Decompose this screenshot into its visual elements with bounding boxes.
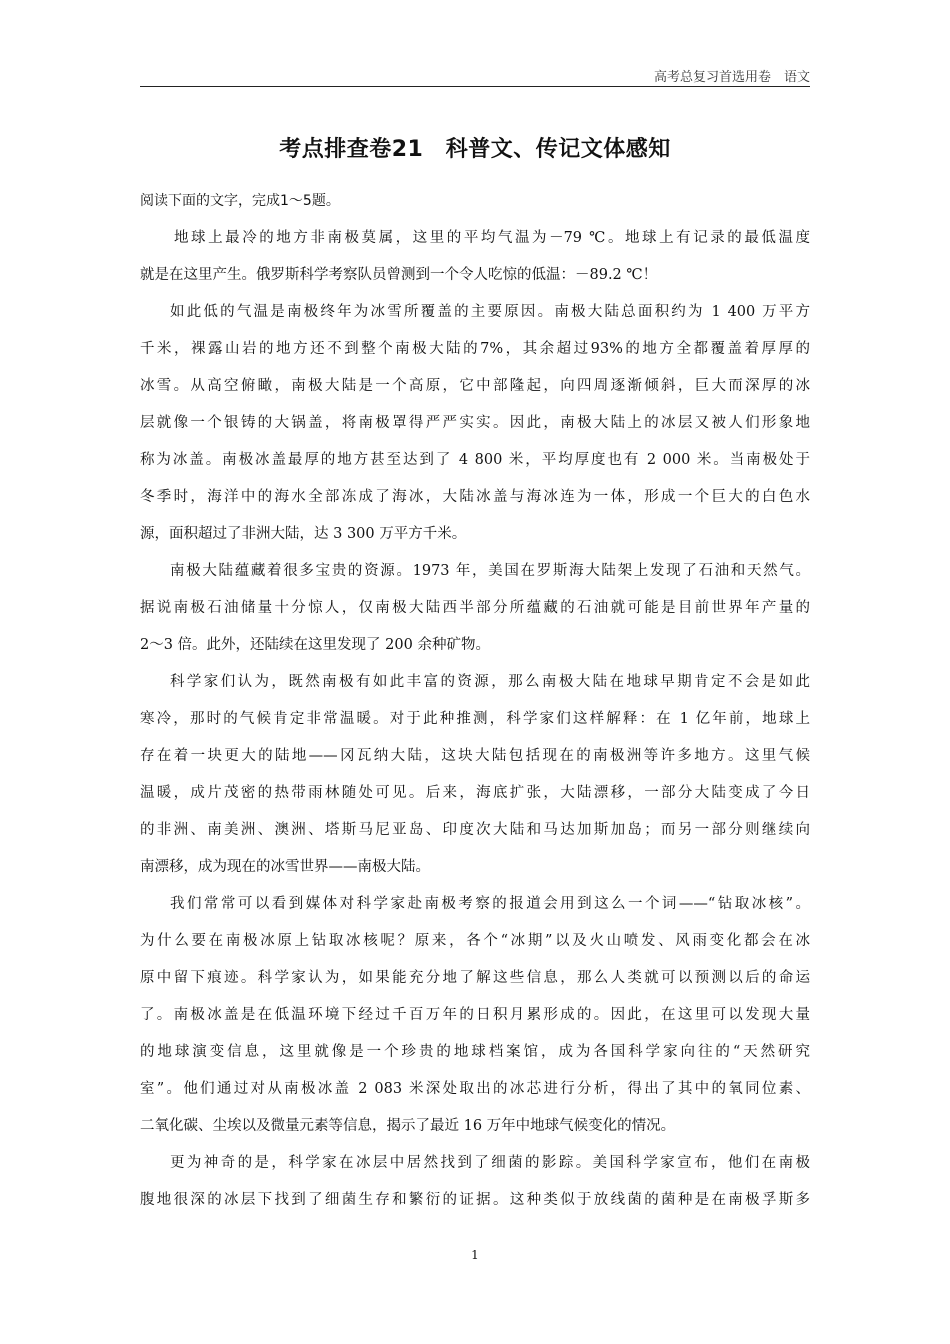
passage-line: 腹地很深的冰层下找到了细菌生存和繁衍的证据。这种类似于放线菌的菌种是在南极孚斯多 (140, 1192, 810, 1208)
passage-line: 源，面积超过了非洲大陆，达 3 300 万平方千米。 (140, 526, 467, 542)
running-header: 高考总复习首选用卷 语文 (653, 70, 810, 85)
passage (140, 223, 810, 1222)
page-title: 考点排查卷21 科普文、传记文体感知 (279, 137, 671, 162)
passage-line: 二氧化碳、尘埃以及微量元素等信息，揭示了最近 16 万年中地球气候变化的情况。 (140, 1118, 676, 1134)
passage-line: 南极大陆蕴藏着很多宝贵的资源。1973 年，美国在罗斯海大陆架上发现了石油和天然气。 (170, 563, 810, 579)
passage-line: 寒冷，那时的气候肯定非常温暖。对于此种推测，科学家们这样解释：在 1 亿年前，地球上 (140, 711, 810, 727)
passage-line: 科学家们认为，既然南极有如此丰富的资源，那么南极大陆在地球早期肯定不会是如此 (170, 674, 810, 690)
passage-line: 的地球演变信息，这里就像是一个珍贵的地球档案馆，成为各国科学家向往的“天然研究 (140, 1044, 810, 1060)
passage-line: 的非洲、南美洲、澳洲、塔斯马尼亚岛、印度次大陆和马达加斯加岛；而另一部分则继续向 (140, 822, 810, 838)
passage-line: 南漂移，成为现在的冰雪世界——南极大陆。 (140, 859, 430, 875)
passage-line: 就是在这里产生。俄罗斯科学考察队员曾测到一个令人吃惊的低温：－89.2 ℃！ (140, 267, 658, 283)
passage-line: 千米，裸露山岩的地方还不到整个南极大陆的7%，其余超过93%的地方全都覆盖着厚厚的 (140, 341, 810, 357)
passage-line: 存在着一块更大的陆地——冈瓦纳大陆，这块大陆包括现在的南极洲等许多地方。这里气候 (140, 748, 810, 764)
passage-line: 为什么要在南极冰原上钻取冰核呢？原来，各个“冰期”以及火山喷发、风雨变化都会在冰 (140, 933, 810, 949)
passage-line: 原中留下痕迹。科学家认为，如果能充分地了解这些信息，那么人类就可以预测以后的命运 (140, 970, 810, 986)
reading-instruction: 阅读下面的文字，完成1～5题。 (140, 193, 340, 209)
passage-line: 层就像一个银铸的大锅盖，将南极罩得严严实实。因此，南极大陆上的冰层又被人们形象地 (140, 415, 810, 431)
passage-line: 2～3 倍。此外，还陆续在这里发现了 200 余种矿物。 (140, 637, 490, 653)
header-rule (140, 86, 810, 87)
passage-line: 冬季时，海洋中的海水全部冻成了海冰，大陆冰盖与海冰连为一体，形成一个巨大的白色水 (140, 489, 810, 505)
passage-line: 室”。他们通过对从南极冰盖 2 083 米深处取出的冰芯进行分析，得出了其中的氧同位素、 (140, 1081, 810, 1097)
passage-line: 我们常常可以看到媒体对科学家赴南极考察的报道会用到这么一个词——“钻取冰核”。 (170, 896, 810, 912)
page-number: 1 (471, 1248, 479, 1262)
passage-line: 冰雪。从高空俯瞰，南极大陆是一个高原，它中部隆起，向四周逐渐倾斜，巨大而深厚的冰 (140, 378, 810, 394)
passage-line: 更为神奇的是，科学家在冰层中居然找到了细菌的影踪。美国科学家宣布，他们在南极 (170, 1155, 810, 1171)
passage-line: 据说南极石油储量十分惊人，仅南极大陆西半部分所蕴藏的石油就可能是目前世界年产量的 (140, 600, 810, 616)
passage-line: 地球上最冷的地方非南极莫属，这里的平均气温为－79 ℃。地球上有记录的最低温度 (174, 230, 810, 246)
passage-line: 了。南极冰盖是在低温环境下经过千百万年的日积月累形成的。因此，在这里可以发现大量 (140, 1007, 810, 1023)
passage-line: 称为冰盖。南极冰盖最厚的地方甚至达到了 4 800 米，平均厚度也有 2 000 米。当南极处于 (140, 452, 810, 468)
passage-line: 如此低的气温是南极终年为冰雪所覆盖的主要原因。南极大陆总面积约为 1 400 万平方 (170, 304, 810, 320)
passage-line: 温暖，成片茂密的热带雨林随处可见。后来，海底扩张，大陆漂移，一部分大陆变成了今日 (140, 785, 810, 801)
